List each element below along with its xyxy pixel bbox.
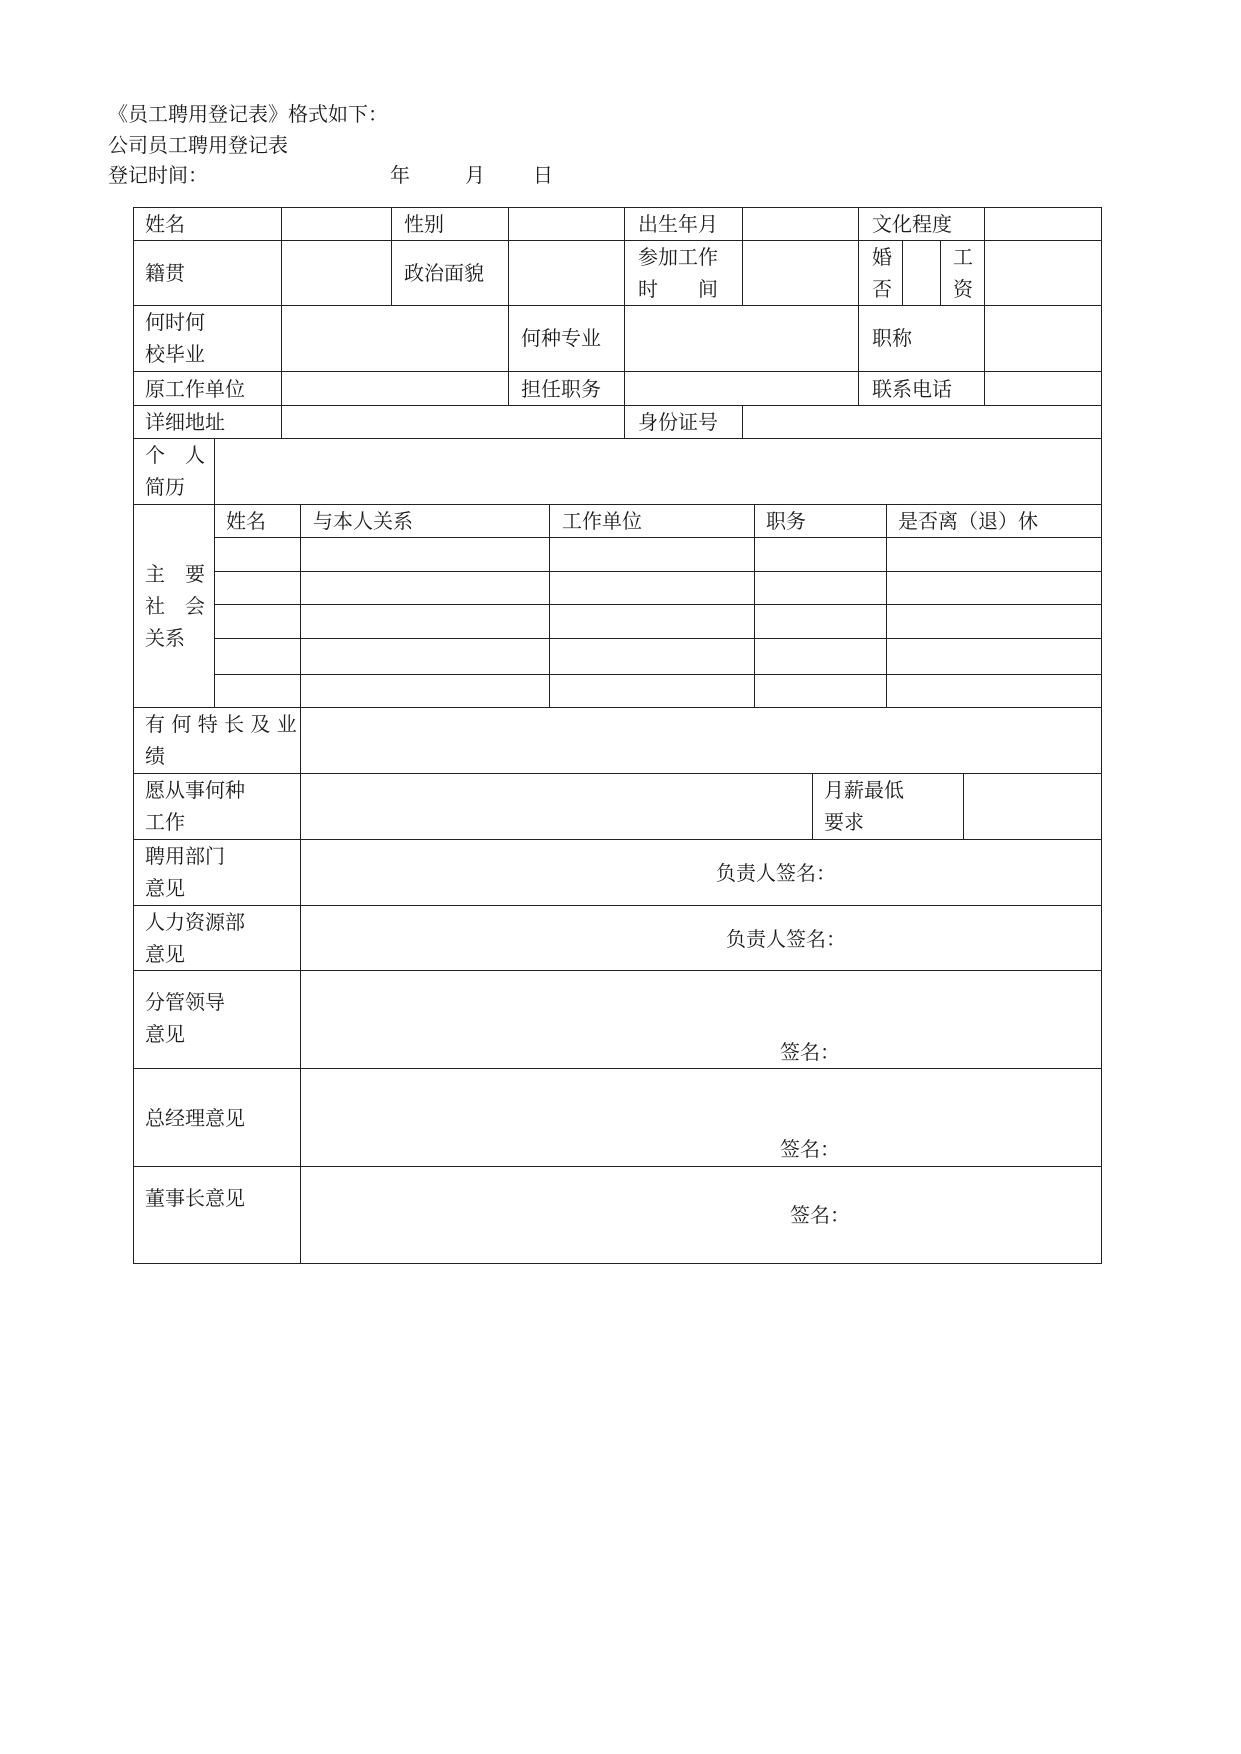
relations-row-divider xyxy=(214,604,1102,605)
col-divider xyxy=(858,305,859,405)
relations-label-line1: 主 要 xyxy=(145,562,205,586)
desired-work-label-line2: 工作 xyxy=(145,810,185,834)
col-divider xyxy=(742,207,743,306)
col-divider xyxy=(300,504,301,708)
relations-label-line2: 社 会 xyxy=(145,594,205,618)
id-number-label: 身份证号 xyxy=(638,410,718,434)
address-label: 详细地址 xyxy=(145,410,225,434)
col-divider xyxy=(812,773,813,840)
relations-row-divider xyxy=(214,638,1102,639)
col-divider xyxy=(214,438,215,708)
desired-work-label-line1: 愿从事何种 xyxy=(145,778,245,802)
resume-label-line2: 简历 xyxy=(145,475,185,499)
political-status-label: 政治面貌 xyxy=(404,261,484,285)
row-divider xyxy=(133,1068,1102,1069)
table-border-right xyxy=(1101,207,1102,1264)
specialty-label-line2: 绩 xyxy=(145,744,165,768)
col-divider xyxy=(508,207,509,306)
col-divider xyxy=(963,773,964,840)
col-divider xyxy=(624,405,625,439)
registration-time-label: 登记时间： xyxy=(108,163,208,187)
col-divider xyxy=(754,504,755,708)
intro-text: 《员工聘用登记表》格式如下： xyxy=(108,102,388,126)
gm-opinion-signature-label: 签名： xyxy=(780,1137,840,1161)
relations-header-retired: 是否离（退）休 xyxy=(898,509,1038,533)
leader-opinion-label-line2: 意见 xyxy=(145,1022,185,1046)
work-start-label-line1: 参加工作 xyxy=(638,245,718,269)
col-divider xyxy=(902,240,903,306)
col-divider xyxy=(886,504,887,708)
col-divider xyxy=(624,305,625,405)
col-divider xyxy=(508,305,509,405)
col-divider xyxy=(858,207,859,306)
gm-opinion-label: 总经理意见 xyxy=(145,1106,245,1130)
row-divider xyxy=(133,438,1102,439)
row-divider xyxy=(133,305,1102,306)
row-divider xyxy=(133,1166,1102,1167)
row-divider xyxy=(133,773,1102,774)
registration-year-label: 年 xyxy=(390,163,410,187)
col-divider xyxy=(300,707,301,1264)
min-salary-label-line1: 月薪最低 xyxy=(824,778,904,802)
table-border-bottom xyxy=(133,1263,1102,1264)
row-divider xyxy=(133,371,1102,372)
col-divider xyxy=(281,405,282,439)
native-place-label: 籍贯 xyxy=(145,261,185,285)
registration-day-label: 日 xyxy=(533,163,553,187)
chairman-opinion-signature-label: 签名： xyxy=(790,1203,850,1227)
col-divider xyxy=(391,207,392,306)
row-divider xyxy=(133,405,1102,406)
col-divider xyxy=(984,305,985,405)
relations-label-line3: 关系 xyxy=(145,626,185,650)
col-divider xyxy=(624,207,625,306)
name-label: 姓名 xyxy=(145,212,185,236)
salary-label-line2: 资 xyxy=(953,277,973,301)
col-divider xyxy=(281,305,282,405)
contact-phone-label: 联系电话 xyxy=(872,377,952,401)
relations-row-divider xyxy=(214,674,1102,675)
position-held-label: 担任职务 xyxy=(521,377,601,401)
hr-opinion-signature-label: 负责人签名： xyxy=(726,927,846,951)
marital-status-label-line1: 婚 xyxy=(872,245,892,269)
hr-opinion-label-line2: 意见 xyxy=(145,942,185,966)
work-start-label-line2: 时 间 xyxy=(638,277,718,301)
gender-label: 性别 xyxy=(404,212,444,236)
relations-header-name: 姓名 xyxy=(226,509,266,533)
chairman-opinion-label: 董事长意见 xyxy=(145,1186,245,1210)
major-label: 何种专业 xyxy=(521,326,601,350)
form-title: 公司员工聘用登记表 xyxy=(108,133,288,157)
registration-month-label: 月 xyxy=(465,163,485,187)
row-divider xyxy=(133,839,1102,840)
leader-opinion-label-line1: 分管领导 xyxy=(145,990,225,1014)
row-divider xyxy=(133,970,1102,971)
dept-opinion-signature-label: 负责人签名： xyxy=(716,861,836,885)
col-divider xyxy=(984,207,985,306)
relations-header-employer: 工作单位 xyxy=(562,509,642,533)
leader-opinion-signature-label: 签名： xyxy=(780,1040,840,1064)
table-border-top xyxy=(133,207,1102,208)
relations-header-relationship: 与本人关系 xyxy=(313,509,413,533)
previous-employer-label: 原工作单位 xyxy=(145,377,245,401)
dept-opinion-label-line1: 聘用部门 xyxy=(145,844,225,868)
specialty-label-line1: 有 何 特 长 及 业 xyxy=(145,712,297,736)
hr-opinion-label-line1: 人力资源部 xyxy=(145,910,245,934)
graduation-label-line2: 校毕业 xyxy=(145,342,205,366)
min-salary-label-line2: 要求 xyxy=(824,810,864,834)
row-divider xyxy=(133,905,1102,906)
resume-label-line1: 个 人 xyxy=(145,443,205,467)
relations-row-divider xyxy=(214,537,1102,538)
col-divider xyxy=(281,207,282,306)
relations-header-position: 职务 xyxy=(766,509,806,533)
dept-opinion-label-line2: 意见 xyxy=(145,876,185,900)
col-divider xyxy=(549,504,550,708)
marital-status-label-line2: 否 xyxy=(872,277,892,301)
col-divider xyxy=(742,405,743,439)
professional-title-label: 职称 xyxy=(872,326,912,350)
graduation-label-line1: 何时何 xyxy=(145,310,205,334)
birth-date-label: 出生年月 xyxy=(638,212,718,236)
col-divider xyxy=(940,240,941,306)
education-label: 文化程度 xyxy=(872,212,952,236)
relations-row-divider xyxy=(214,571,1102,572)
table-border-left xyxy=(133,207,134,1264)
salary-label-line1: 工 xyxy=(953,245,973,269)
